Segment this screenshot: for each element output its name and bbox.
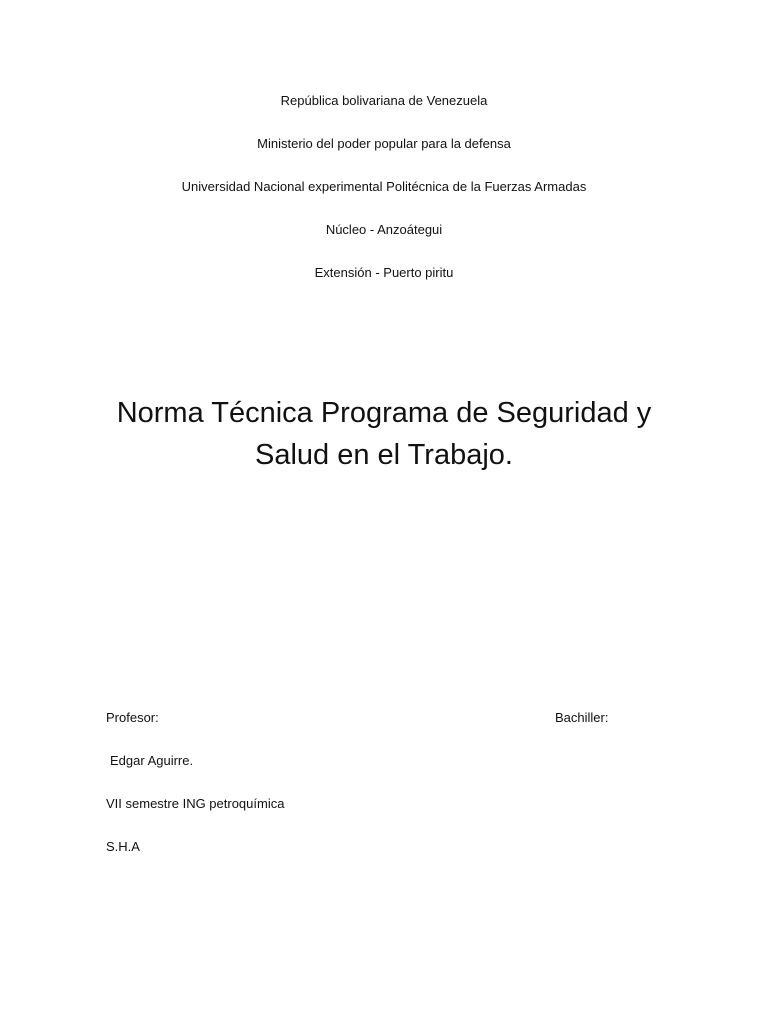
semestre-text: VII semestre ING petroquímica — [106, 796, 285, 811]
document-title — [84, 392, 684, 476]
header-extension: Extensión - Puerto piritu — [314, 265, 454, 280]
profesor-label: Profesor: — [106, 710, 159, 725]
profesor-name: Edgar Aguirre. — [110, 753, 194, 768]
materia-text: S.H.A — [106, 839, 140, 854]
header-nucleo: Núcleo - Anzoátegui — [325, 222, 443, 237]
title-line-2: Salud en el Trabajo. — [255, 439, 513, 471]
bachiller-label: Bachiller: — [555, 710, 609, 725]
header-ministerio: Ministerio del poder popular para la defensa — [257, 136, 511, 151]
header-republica: República bolivariana de Venezuela — [280, 93, 488, 108]
title-line-1: Norma Técnica Programa de Seguridad y — [116, 397, 652, 429]
header-universidad: Universidad Nacional experimental Politécnica de la Fuerzas Armadas — [181, 179, 587, 194]
